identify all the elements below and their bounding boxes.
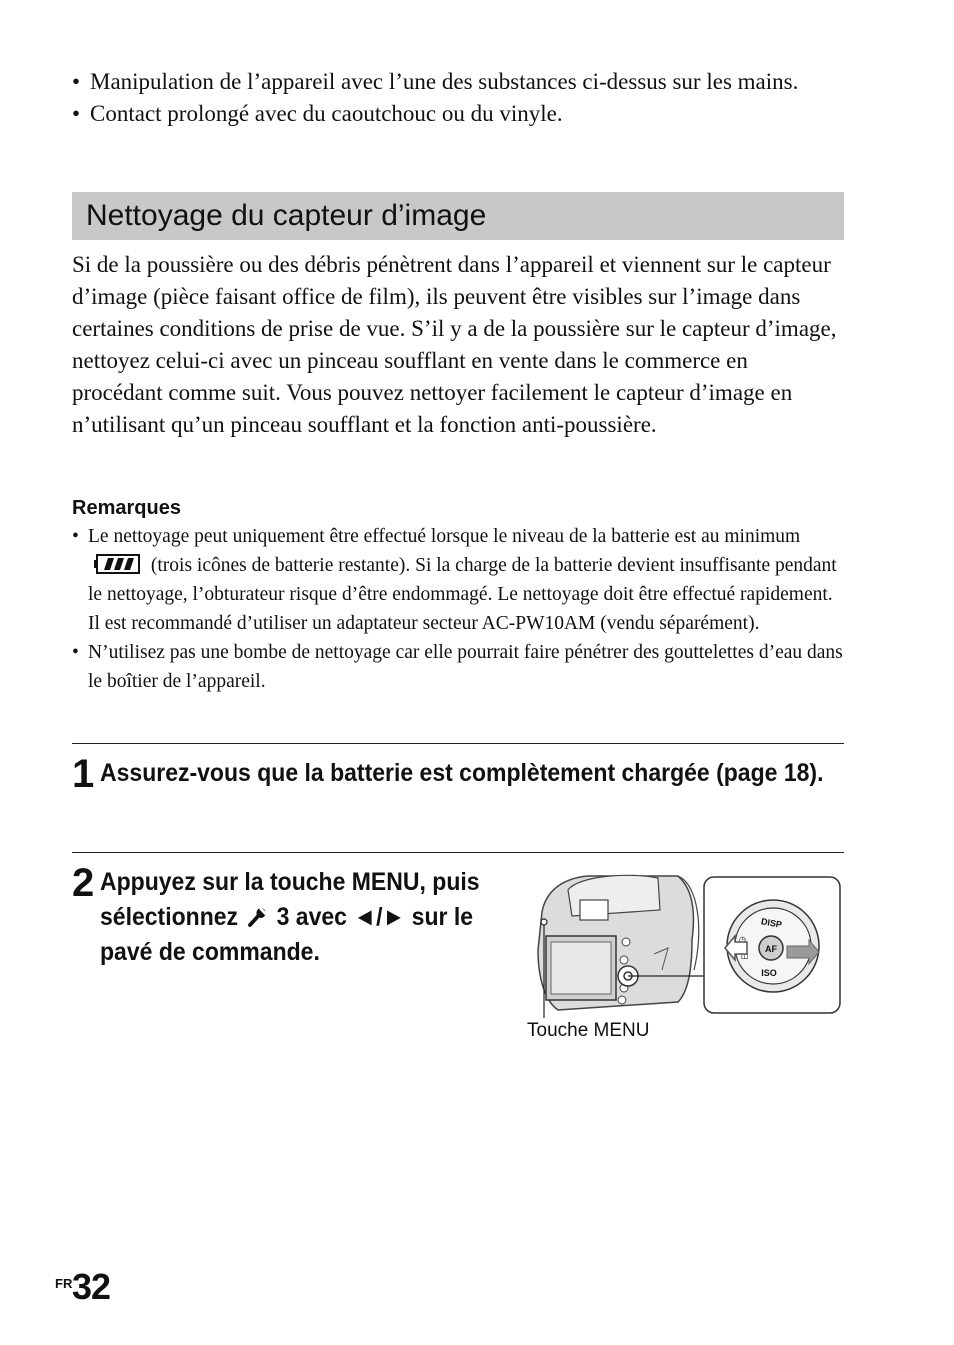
step-text: Assurez-vous que la batterie est complètement chargée (page 18).	[100, 759, 824, 787]
camera-back-illustration	[528, 870, 708, 1020]
dial-top-label: DISP	[760, 916, 783, 930]
bullet-text: Manipulation de l’appareil avec l’une des substances ci-dessus sur les mains.	[90, 69, 799, 94]
bullet-text: Contact prolongé avec du caoutchouc ou du vinyle.	[90, 101, 563, 126]
page-number: 32	[72, 1266, 111, 1307]
step-number: 1	[72, 752, 95, 796]
divider	[72, 743, 844, 744]
svg-text:◷: ◷	[739, 935, 746, 944]
note-item: • Le nettoyage peut uniquement être effectué lorsque le niveau de la batterie est au minimum (trois icônes de batterie restante). Si la charge de la batterie devient insuffisante pendant le nettoyage, l’obturateur risque d’être endommagé. Le nettoyage doit être effectué rapidement. Il est recommandé d’utiliser un adaptateur secteur AC-PW10AM (vendu séparément).	[72, 522, 844, 638]
intro-paragraph: Si de la poussière ou des débris pénètrent dans l’appareil et viennent sur le capteur d’image (pièce faisant office de film), ils peuvent être visibles sur l’image dans certaines conditions de prise de vue. S’il y a de la poussière sur le capteur d’image, nettoyez celui-ci avec un pinceau soufflant en vente dans le commerce en procédant comme suit. Vous pouvez nettoyer facilement le capteur d’image en n’utilisant qu’un pinceau soufflant et la fonction anti-poussière.	[72, 252, 837, 437]
page-language-code: FR	[55, 1276, 73, 1291]
step-number: 2	[72, 861, 95, 905]
divider	[72, 852, 844, 853]
section-title: Nettoyage du capteur d’image	[86, 199, 487, 232]
bullet-item: • Contact prolongé avec du caoutchouc ou du vinyle.	[72, 98, 844, 130]
control-dial-illustration	[703, 876, 841, 1014]
step-text: Appuyez sur la touche MENU, puis sélectionnez 3 avec ◄/► sur le pavé de commande.	[100, 868, 480, 966]
wrench-icon	[247, 906, 267, 928]
notes-heading: Remarques	[72, 497, 181, 519]
svg-text:◫: ◫	[741, 951, 749, 960]
notes-list	[72, 522, 844, 696]
note-text: N’utilisez pas une bombe de nettoyage car elle pourrait faire pénétrer des gouttelettes d’eau dans le boîtier de l’appareil.	[88, 642, 843, 692]
note-item: • N’utilisez pas une bombe de nettoyage car elle pourrait faire pénétrer des gouttelettes d’eau dans le boîtier de l’appareil.	[72, 638, 844, 696]
section-header	[72, 192, 844, 240]
figure-caption: Touche MENU	[527, 1020, 650, 1041]
note-text: Le nettoyage peut uniquement être effectué lorsque le niveau de la batterie est au minimum (trois icônes de batterie restante). Si la charge de la batterie devient insuffisante pendant le nettoyage, l’obturateur risque d’être endommagé. Le nettoyage doit être effectué rapidement. Il est recommandé d’utiliser un adaptateur secteur AC-PW10AM (vendu séparément).	[88, 526, 837, 634]
dial-bottom-label: ISO	[761, 968, 777, 978]
battery-full-icon	[94, 554, 140, 574]
bullet-item: • Manipulation de l’appareil avec l’une des substances ci-dessus sur les mains.	[72, 66, 844, 98]
dial-center-label: AF	[765, 944, 777, 954]
top-bullet-list	[72, 66, 844, 130]
